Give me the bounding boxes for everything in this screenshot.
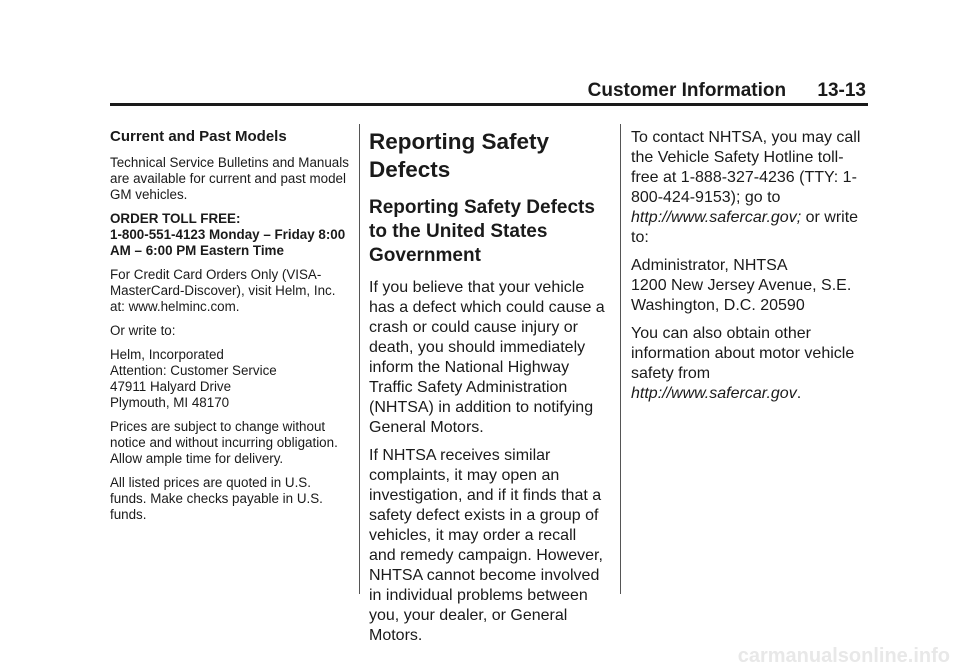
column-middle: [369, 124, 605, 654]
other-info-text: You can also obtain other information about motor vehicle safety from: [631, 325, 855, 382]
order-title: ORDER TOLL FREE:: [110, 211, 241, 226]
address-line: Attention: Customer Service: [110, 363, 277, 378]
address-line: 47911 Halyard Drive: [110, 379, 232, 394]
column-divider-left: [359, 124, 360, 594]
reporting-safety-defects-title: Reporting Safety Defects: [369, 129, 550, 182]
address-line: Plymouth, MI 48170: [110, 395, 230, 410]
paragraph-write-to: Or write to:: [110, 323, 176, 338]
address-line: 1200 New Jersey Avenue, S.E.: [631, 277, 852, 294]
paragraph-defect-inform: If you believe that your vehicle has a defect which could cause a crash or could cause injury or death, you should immediately inform the National Highway Traffic Safety Administration (NHTSA) in addition to notifying General Motors.: [369, 279, 605, 436]
address-helm: [110, 347, 350, 411]
address-line: Administrator, NHTSA: [631, 257, 788, 274]
page-number: 13-13: [817, 80, 866, 101]
order-hours: 1-800-551-4123 Monday – Friday 8:00 AM – 6:00 PM Eastern Time: [110, 227, 346, 258]
paragraph-bulletins: Technical Service Bulletins and Manuals are available for current and past model GM vehicles.: [110, 155, 349, 202]
paragraph-other-info: [631, 324, 871, 404]
order-toll-free: [110, 211, 350, 259]
address-line: Washington, D.C. 20590: [631, 297, 805, 314]
paragraph-prices: Prices are subject to change without notice and without incurring obligation. Allow ample time for delivery.: [110, 419, 338, 466]
column-left: [110, 124, 350, 531]
other-info-end: .: [796, 385, 802, 402]
contact-text-end: or write to:: [631, 209, 859, 246]
address-line: Helm, Incorporated: [110, 347, 224, 362]
safercar-link[interactable]: http://www.safercar.gov;: [631, 209, 802, 226]
header-rule: [110, 103, 868, 106]
column-right: [631, 124, 871, 412]
page-header: [110, 80, 866, 102]
paragraph-funds: All listed prices are quoted in U.S. funds. Make checks payable in U.S. funds.: [110, 475, 323, 522]
paragraph-nhtsa-investigation: If NHTSA receives similar complaints, it may open an investigation, and if it finds that a safety defect exists in a group of vehicles, it may order a recall and remedy campaign. However, NHTSA cannot become involved in individual problems between you, your dealer, or General Motors.: [369, 447, 603, 644]
safercar-link-2[interactable]: http://www.safercar.gov: [631, 385, 797, 402]
address-nhtsa: [631, 256, 871, 316]
paragraph-contact-nhtsa: [631, 128, 871, 248]
reporting-us-government-subtitle: Reporting Safety Defects to the United States Government: [369, 197, 595, 266]
section-title: Customer Information: [587, 80, 787, 101]
watermark: carmanualsonline.info: [737, 645, 950, 667]
paragraph-credit-card: For Credit Card Orders Only (VISA-MasterCard-Discover), visit Helm, Inc. at: www.helminc.com.: [110, 267, 336, 314]
current-past-models-heading: Current and Past Models: [110, 128, 287, 145]
column-divider-right: [620, 124, 621, 594]
contact-text: To contact NHTSA, you may call the Vehicle Safety Hotline toll-free at 1-888-327-4236 (TTY: 1-800-424-9153); go to: [631, 129, 861, 206]
